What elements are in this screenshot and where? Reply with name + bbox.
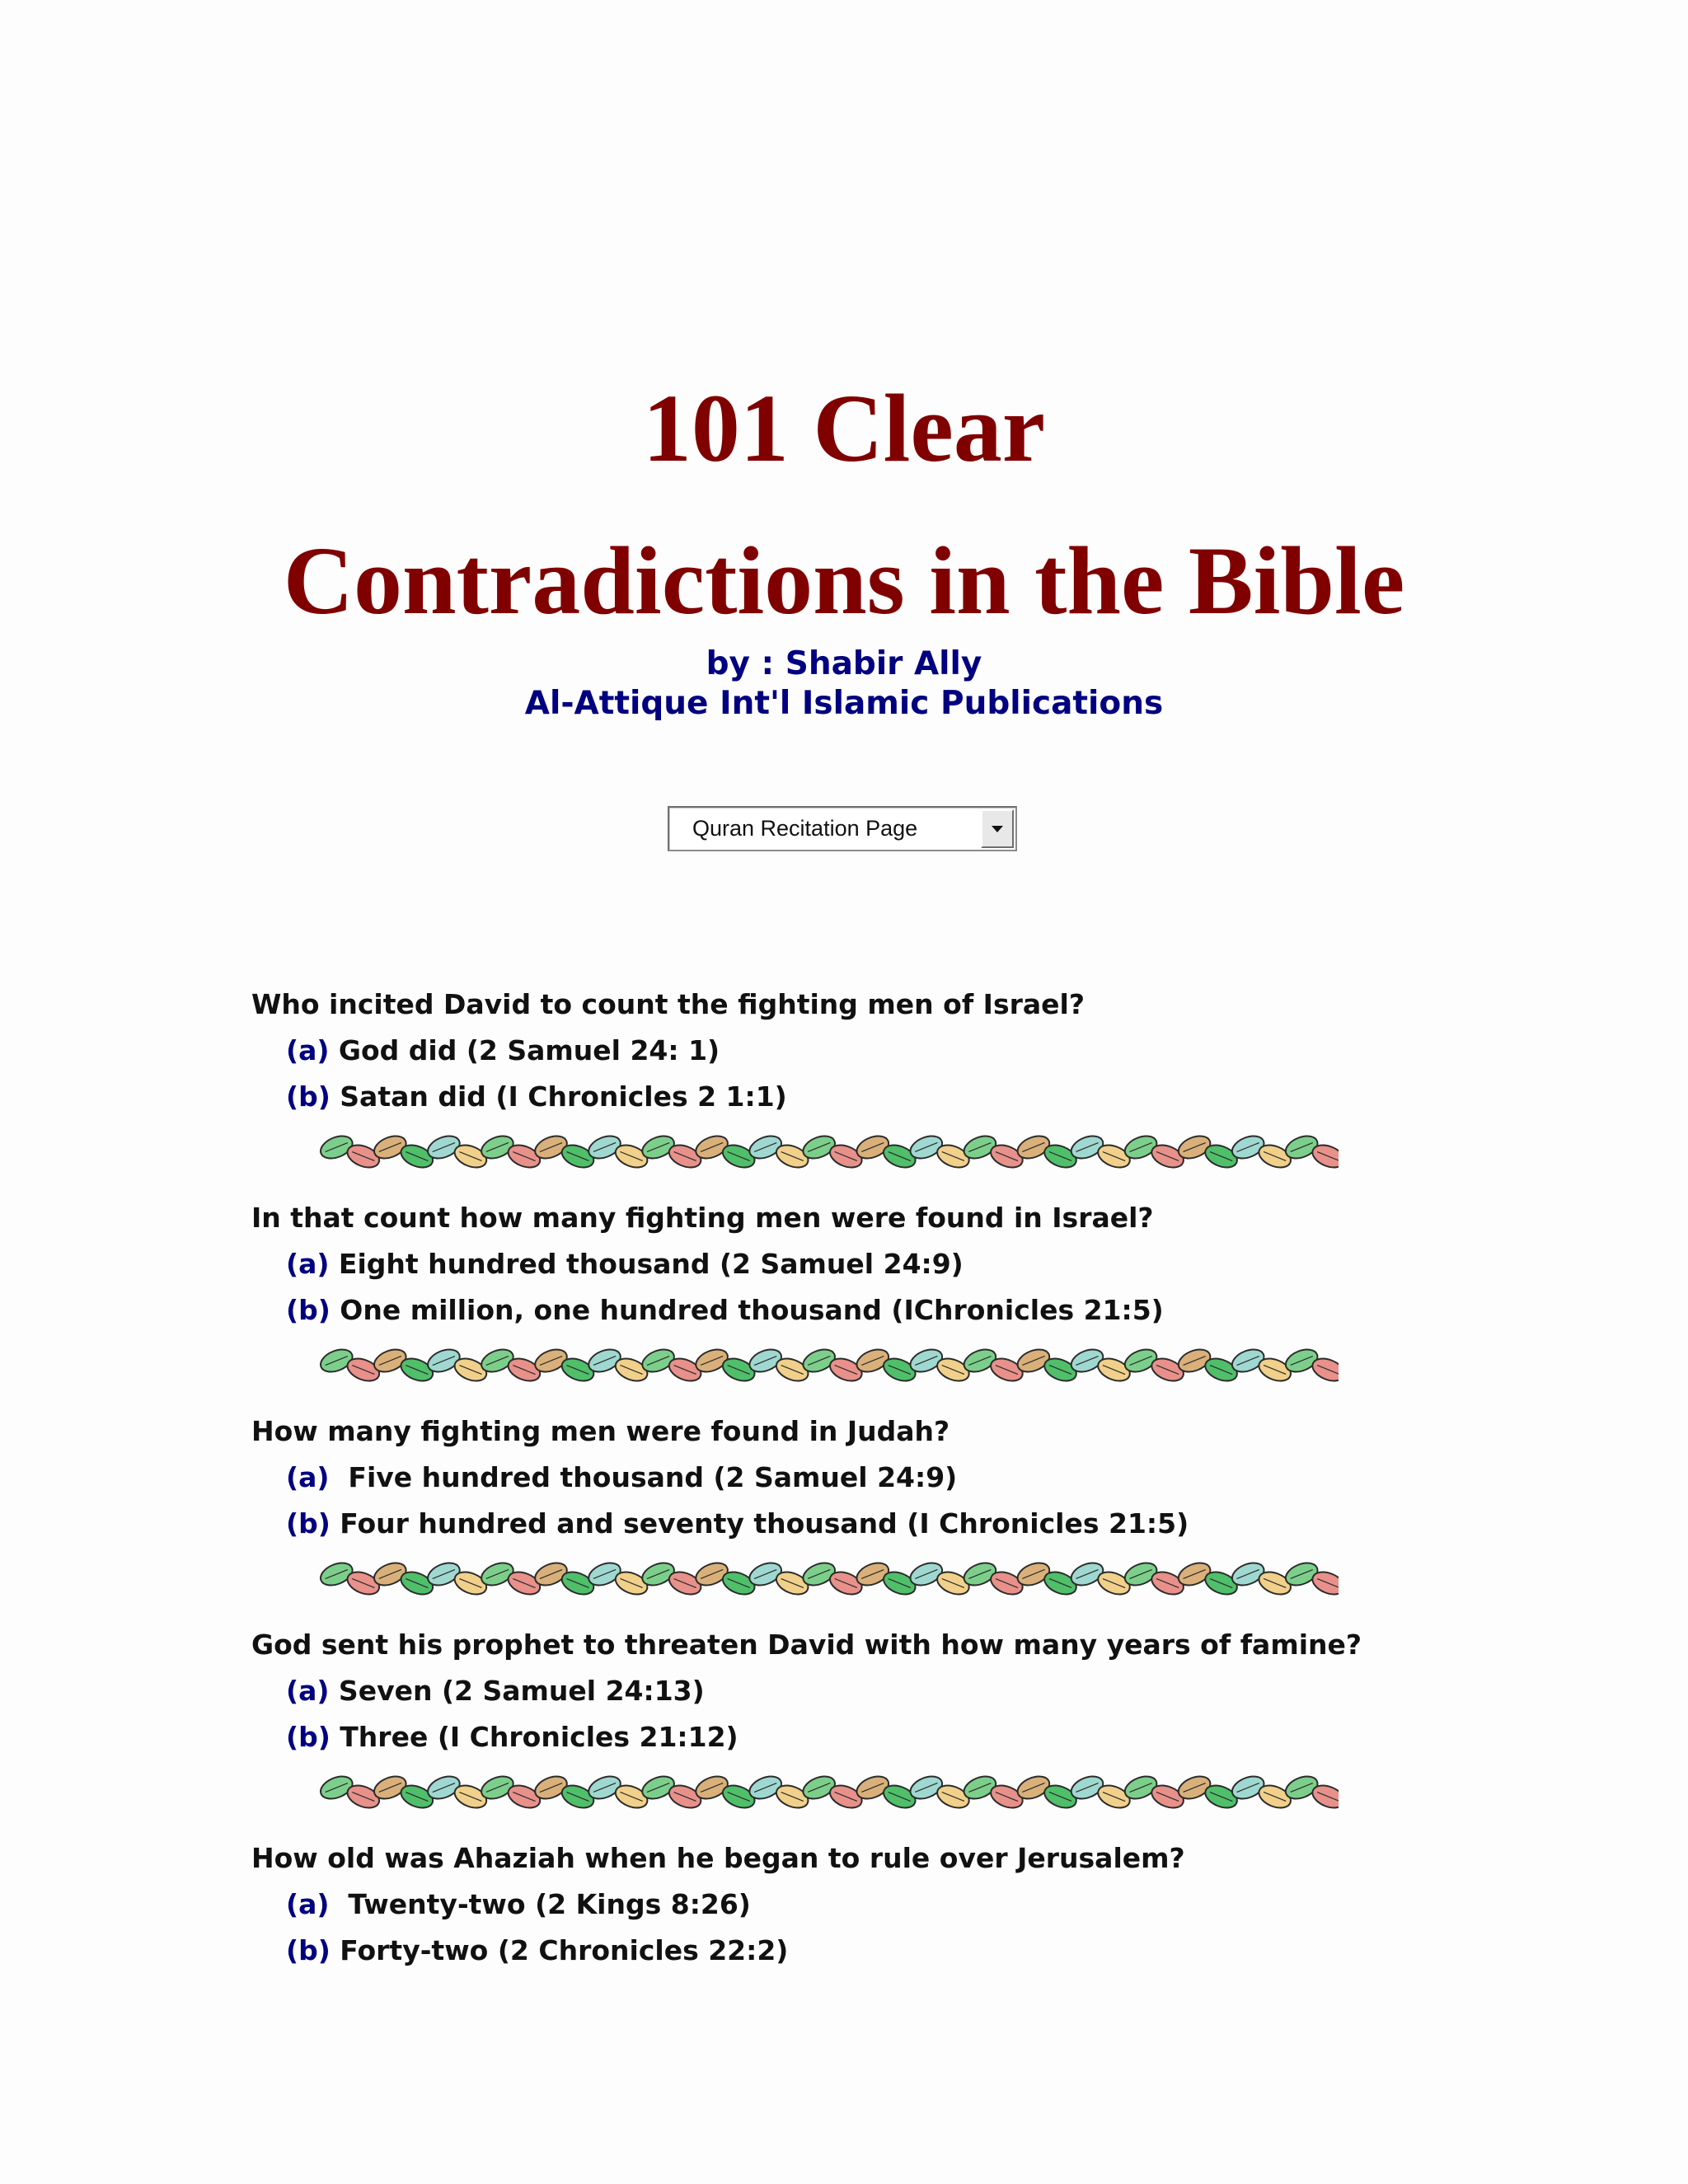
answer-marker: (a) — [286, 1248, 330, 1280]
page-title-line-1: 101 Clear — [642, 374, 1046, 482]
leaf-divider — [320, 1132, 1339, 1173]
answer-text: Eight hundred thousand (2 Samuel 24:9) — [329, 1248, 964, 1280]
answer-b — [286, 1928, 1488, 1974]
answer-marker: (b) — [286, 1721, 331, 1753]
question-text: In that count how many fighting men were found in Israel? — [251, 1202, 1154, 1234]
question-block-3 — [251, 1408, 1488, 1547]
answer-b — [286, 1287, 1488, 1333]
answer-text: Satan did (I Chronicles 2 1:1) — [330, 1080, 787, 1113]
answer-text: Five hundred thousand (2 Samuel 24:9) — [329, 1461, 958, 1493]
answer-text: Seven (2 Samuel 24:13) — [329, 1675, 705, 1707]
answer-marker: (a) — [286, 1675, 330, 1707]
question-block-5 — [251, 1835, 1488, 1974]
answer-marker: (b) — [286, 1294, 331, 1326]
question-block-4 — [251, 1622, 1488, 1760]
leaf-garland-icon — [320, 1772, 1339, 1813]
question-block-2 — [251, 1195, 1488, 1333]
answer-a — [286, 1668, 1488, 1714]
answer-text: Forty-two (2 Chronicles 22:2) — [330, 1934, 789, 1966]
leaf-garland-icon — [320, 1345, 1339, 1386]
answer-text: Twenty-two (2 Kings 8:26) — [329, 1888, 751, 1920]
answer-text: Three (I Chronicles 21:12) — [330, 1721, 738, 1753]
question-text: How many fighting men were found in Judah? — [251, 1415, 950, 1447]
answer-marker: (b) — [286, 1080, 331, 1113]
leaf-divider — [320, 1558, 1339, 1600]
answer-b — [286, 1501, 1488, 1547]
question-block-1 — [251, 982, 1488, 1120]
select-dropdown-button[interactable] — [981, 809, 1014, 848]
leaf-garland-icon — [320, 1132, 1339, 1173]
answer-marker: (a) — [286, 1461, 330, 1493]
answer-b — [286, 1714, 1488, 1760]
answer-marker: (a) — [286, 1888, 330, 1920]
answer-a — [286, 1882, 1488, 1928]
select-selected-value: Quran Recitation Page — [692, 816, 918, 841]
answer-text: God did (2 Samuel 24: 1) — [329, 1034, 720, 1066]
question-text: God sent his prophet to threaten David with how many years of famine? — [251, 1629, 1362, 1661]
leaf-divider — [320, 1345, 1339, 1386]
author-byline: by : Shabir Ally — [706, 645, 982, 682]
publisher-line: Al-Attique Int'l Islamic Publications — [524, 685, 1164, 722]
answer-a — [286, 1241, 1488, 1287]
answer-marker: (a) — [286, 1034, 330, 1066]
page-title-line-2: Contradictions in the Bible — [283, 527, 1405, 635]
chevron-down-icon — [982, 811, 1012, 846]
answer-b — [286, 1074, 1488, 1120]
answer-a — [286, 1028, 1488, 1074]
answer-text: Four hundred and seventy thousand (I Chronicles 21:5) — [330, 1507, 1189, 1540]
question-text: How old was Ahaziah when he began to rule over Jerusalem? — [251, 1842, 1185, 1874]
leaf-divider — [320, 1772, 1339, 1813]
answer-text: One million, one hundred thousand (IChronicles 21:5) — [330, 1294, 1164, 1326]
leaf-garland-icon — [320, 1558, 1339, 1600]
answer-marker: (b) — [286, 1934, 331, 1966]
question-text: Who incited David to count the fighting men of Israel? — [251, 988, 1085, 1020]
answer-marker: (b) — [286, 1507, 331, 1540]
quran-recitation-select[interactable] — [668, 806, 1017, 851]
answer-a — [286, 1455, 1488, 1501]
